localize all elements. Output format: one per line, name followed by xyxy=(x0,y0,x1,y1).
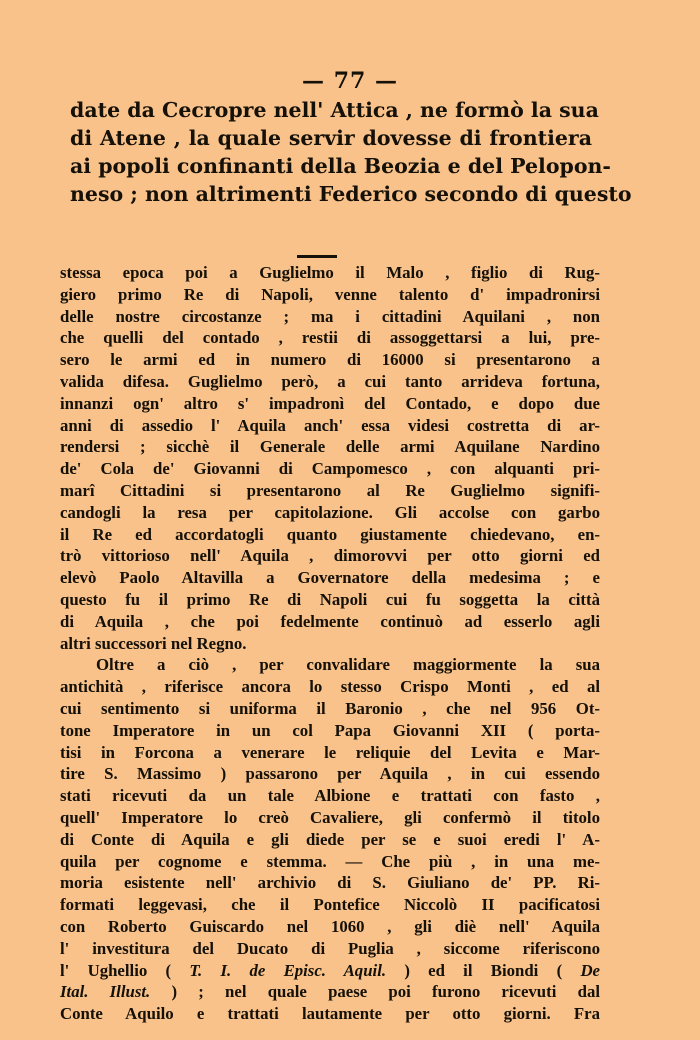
text-line: che quelli del contado , restii di assoggettarsi a lui, pre- xyxy=(60,328,600,348)
text-line: stati ricevuti da un tale Albione e trattati con fasto , xyxy=(60,786,600,806)
text-line: l' investitura del Ducato di Puglia , siccome riferiscono xyxy=(60,938,600,958)
text-line: marî Cittadini si presentarono al Re Guglielmo signifi- xyxy=(60,480,600,500)
text-line: elevò Paolo Altavilla a Governatore della medesima ; e xyxy=(60,568,600,588)
text-line: neso ; non altrimenti Federico secondo di questo xyxy=(70,182,632,206)
text-line: ai popoli confinanti della Beozia e del Pelopon- xyxy=(70,154,611,178)
text-line: Conte Aquilo e trattati lautamente per otto giorni. Fra xyxy=(60,1004,600,1024)
citation-italic: Ital. Illust. xyxy=(60,982,151,1002)
citation-italic: De xyxy=(580,960,601,980)
continuation-paragraph xyxy=(70,96,632,208)
text-line: Oltre a ciò , per convalidare maggiormente la sua xyxy=(96,655,600,675)
text-line: de' Cola de' Giovanni di Campomesco , con alquanti pri- xyxy=(60,459,600,479)
text-line: sero le armi ed in numero di 16000 si presentarono a xyxy=(60,350,600,370)
text-line: valida difesa. Guglielmo però, a cui tanto arrideva fortuna, xyxy=(60,371,600,391)
text-line: candogli la resa per capitolazione. Gli accolse con garbo xyxy=(60,502,600,522)
text-line: altri successori nel Regno. xyxy=(60,633,247,653)
text-segment: ) ed il Biondi ( xyxy=(386,960,581,980)
text-line: giero primo Re di Napoli, venne talento d' impadronirsi xyxy=(60,284,600,304)
text-line: di Aquila , che poi fedelmente continuò ad esserlo agli xyxy=(60,611,600,631)
text-line: anni di assedio l' Aquila anch' essa videsi costretta di ar- xyxy=(60,415,600,435)
text-line: di Atene , la quale servir dovesse di frontiera xyxy=(70,126,592,150)
text-line: di Conte di Aquila e gli diede per se e suoi eredi l' A- xyxy=(60,829,600,849)
text-line xyxy=(60,960,600,982)
text-line: stessa epoca poi a Guglielmo il Malo , figlio di Rug- xyxy=(60,263,600,282)
text-line: con Roberto Guiscardo nel 1060 , gli diè nell' Aquila xyxy=(60,916,600,936)
text-line xyxy=(60,981,600,1003)
text-line: antichità , riferisce ancora lo stesso Crispo Monti , ed al xyxy=(60,677,600,697)
text-line: cui sentimento si uniforma il Baronio , che nel 956 Ot- xyxy=(60,698,600,718)
text-line: tire S. Massimo ) passarono per Aquila , in cui essendo xyxy=(60,764,600,784)
text-line: moria esistente nell' archivio di S. Giuliano de' PP. Ri- xyxy=(60,873,600,893)
text-line: rendersi ; sicchè il Generale delle armi Aquilane Nardino xyxy=(60,437,600,457)
text-line: innanzi ogn' altro s' impadronì del Contado, e dopo due xyxy=(60,393,600,413)
citation-italic: T. I. de Episc. Aquil. xyxy=(189,960,387,980)
text-line: tone Imperatore in un col Papa Giovanni XII ( porta- xyxy=(60,720,600,740)
text-line: questo fu il primo Re di Napoli cui fu soggetta la città xyxy=(60,589,600,609)
text-line: formati leggevasi, che il Pontefice Niccolò II pacificatosi xyxy=(60,895,600,915)
text-line: tisi in Forcona a venerare le reliquie del Levita e Mar- xyxy=(60,742,600,762)
text-line: trò vittorioso nell' Aquila , dimorovvi per otto giorni ed xyxy=(60,546,600,566)
section-separator xyxy=(297,255,337,258)
page-number: — 77 — xyxy=(302,68,398,94)
text-line: quell' Imperatore lo creò Cavaliere, gli confermò il titolo xyxy=(60,807,600,827)
text-line: date da Cecropre nell' Attica , ne formò la sua xyxy=(70,98,599,122)
text-segment: ) ; nel quale paese poi furono ricevuti dal xyxy=(150,982,600,1002)
text-segment: l' Ughellio ( xyxy=(60,960,190,980)
text-line: delle nostre circostanze ; ma i cittadini Aquilani , non xyxy=(60,306,600,326)
main-body-text xyxy=(60,262,600,1025)
text-line: quila per cognome e stemma. — Che più , in una me- xyxy=(60,851,600,871)
text-line: il Re ed accordatogli quanto giustamente chiedevano, en- xyxy=(60,524,600,544)
